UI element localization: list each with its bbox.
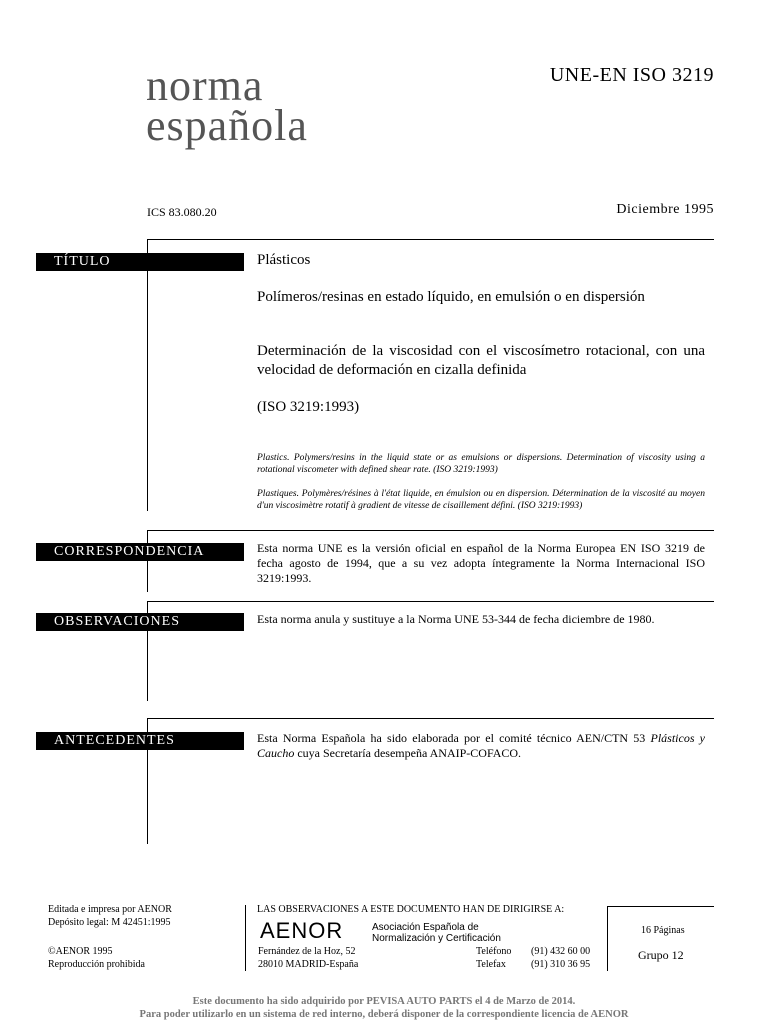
pages-box-left: [607, 906, 608, 971]
footer-published-by: Editada e impresa por AENOR: [48, 904, 172, 915]
footer-deposito: Depósito legal: M 42451:1995: [48, 917, 171, 928]
pages-box-top: [607, 906, 714, 907]
aenor-address-1: Fernández de la Hoz, 52: [258, 946, 356, 957]
footer-obs-heading: LAS OBSERVACIONES A ESTE DOCUMENTO HAN DE DIRIGIRSE A:: [257, 904, 565, 915]
antecedentes-text: [257, 731, 705, 761]
fax-label: Telefax: [476, 959, 506, 970]
title-p3: Determinación de la viscosidad con el viscosímetro rotacional, con una velocidad de deformación en cizalla definida: [257, 343, 705, 378]
fax-number: (91) 310 36 95: [531, 959, 591, 970]
observaciones-text: Esta norma anula y sustituye a la Norma UNE 53-344 de fecha diciembre de 1980.: [257, 612, 655, 626]
license-notice-2: Para poder utilizarlo en un sistema de red interno, deberá disponer de la correspondiente licencia de AENOR: [139, 1009, 629, 1020]
label-titulo: TÍTULO: [36, 253, 244, 271]
title-p1: Plásticos: [257, 252, 311, 268]
section-rule-titulo: [147, 239, 714, 240]
logo-line-2: española: [146, 101, 308, 150]
section-vrule-correspondencia: [147, 530, 148, 592]
correspondencia-text: Esta norma UNE es la versión oficial en español de la Norma Europea EN ISO 3219 de fecha agosto de 1994, que a su vez adopta íntegramente la Norma Internacional ISO 3219:1993.: [257, 541, 705, 585]
label-correspondencia: CORRESPONDENCIA: [36, 543, 244, 561]
section-rule-correspondencia: [147, 530, 714, 531]
antecedentes-committee: Plásticos y Caucho: [257, 731, 705, 760]
aenor-logo-text: AENOR: [260, 918, 344, 943]
ics-code: ICS 83.080.20: [147, 205, 217, 219]
aenor-address-2: 28010 MADRID-España: [258, 959, 359, 970]
title-english: Plastics. Polymers/resins in the liquid state or as emulsions or dispersions. Determination of viscosity using a rotational viscometer with defined shear rate. (ISO 3219:1993): [257, 453, 705, 475]
title-p4: (ISO 3219:1993): [257, 399, 360, 415]
phone-label: Teléfono: [476, 946, 512, 957]
footer-divider: [245, 905, 246, 971]
title-french: Plastiques. Polymères/résines à l'état liquide, en émulsion ou en dispersion. Détermination de la viscosité au moyen d'un viscosimètre rotatif à gradient de vitesse de cisaillement défini. (ISO 3219:1993): [257, 489, 705, 511]
logo-line-1: norma: [146, 61, 264, 110]
publication-date: Diciembre 1995: [616, 202, 714, 217]
aenor-subtitle-2: Normalización y Certificación: [372, 933, 501, 944]
standard-number: UNE-EN ISO 3219: [549, 64, 714, 86]
aenor-subtitle-1: Asociación Española de: [372, 922, 479, 933]
footer-reproduction: Reproducción prohibida: [48, 959, 145, 970]
label-observaciones: OBSERVACIONES: [36, 613, 244, 631]
footer-copyright: ©AENOR 1995: [48, 946, 113, 957]
page-count: 16 Páginas: [641, 925, 685, 936]
title-p2: Polímeros/resinas en estado líquido, en emulsión o en dispersión: [257, 289, 645, 305]
phone-number: (91) 432 60 00: [531, 946, 591, 957]
antecedentes-text-b: cuya Secretaría desempeña ANAIP-COFACO.: [294, 746, 522, 760]
label-antecedentes: ANTECEDENTES: [36, 732, 244, 750]
section-rule-observaciones: [147, 601, 714, 602]
section-vrule-titulo: [147, 239, 148, 511]
antecedentes-text-a: Esta Norma Española ha sido elaborada por el comité técnico AEN/CTN 53: [257, 731, 651, 745]
price-group: Grupo 12: [638, 948, 684, 962]
section-rule-antecedentes: [147, 718, 714, 719]
license-notice-1: Este documento ha sido adquirido por PEVISA AUTO PARTS el 4 de Marzo de 2014.: [192, 996, 576, 1007]
